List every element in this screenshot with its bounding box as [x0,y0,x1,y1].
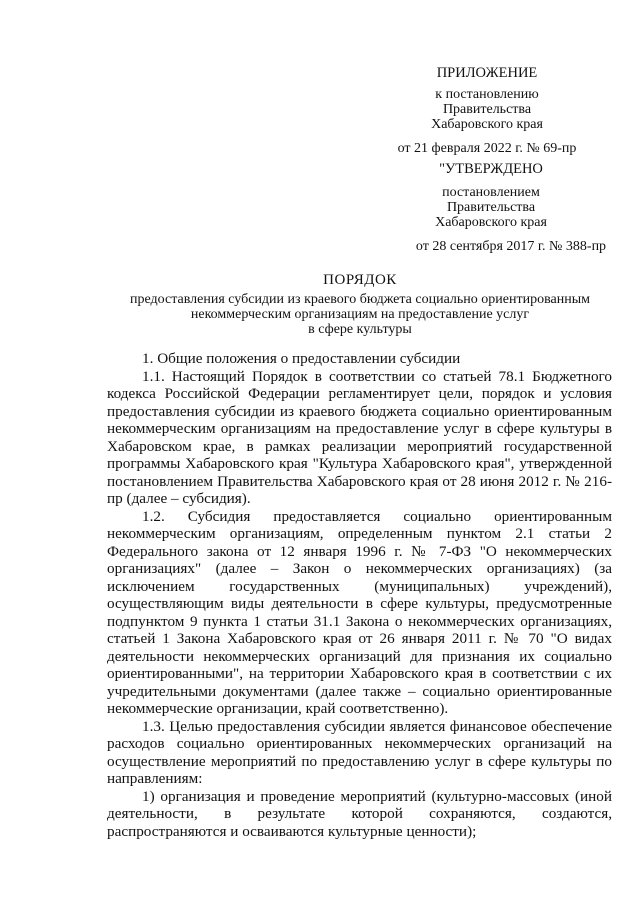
appendix-block [392,66,582,156]
approved-title: "УТВЕРЖДЕНО [439,161,543,177]
subtitle-line-2: некоммерческим организациям на предоставление услуг [190,307,530,322]
paragraph-1-3: 1.3. Целью предоставления субсидии является финансовое обеспечение расходов социально ориентированных некоммерческих организаций на осуществление мероприятий по предоставлению услуг в сфере культуры по направлениям: [107,717,612,787]
document-title: ПОРЯДОК [323,272,397,288]
appendix-line-3: Хабаровского края [431,117,543,132]
approved-line-2: Правительства [446,200,536,215]
appendix-line-1: к постановлению [435,87,539,102]
appendix-date: от 21 февраля 2022 г. № 69-пр [397,141,577,156]
approved-block [406,162,616,254]
approved-date: от 28 сентября 2017 г. № 388-пр [415,239,607,254]
subtitle-line-3: в сфере культуры [308,322,412,337]
paragraph-1-2: 1.2. Субсидия предоставляется социально ориентированным некоммерческим организациям, определенным пунктом 2.1 статьи 2 Федерального закона от 12 января 1996 г. № 7-ФЗ "О некоммерческих организациях" (далее – Закон о некоммерческих организациях) (за исключением государственных (муниципальных) учреждений), осуществляющим виды деятельности в сфере культуры, предусмотренные подпунктом 9 пункта 1 статьи 31.1 Закона о некоммерческих организациях, статьей 1 Закона Хабаровского края от 26 января 2011 г. № 70 "О видах деятельности некоммерческих организаций для признания их социально ориентированными", на территории Хабаровского края в соответствии с их учредительными документами (далее также – социально ориентированные некоммерческие организации, край соответственно). [107,507,612,717]
document-body [107,350,612,840]
subtitle-line-1: предоставления субсидии из краевого бюджета социально ориентированным [130,292,590,307]
section-heading: 1. Общие положения о предоставлении субсидии [142,350,461,367]
paragraph-1-1: 1.1. Настоящий Порядок в соответствии со статьей 78.1 Бюджетного кодекса Российской Федерации регламентирует цели, порядок и условия предоставления субсидии из краевого бюджета социально ориентированным некоммерческим организациям на предоставление услуг в сфере культуры в Хабаровском крае, в рамках реализации мероприятий государственной программы Хабаровского края "Культура Хабаровского края", утвержденной постановлением Правительства Хабаровского края от 28 июня 2012 г. № 216-пр (далее – субсидия). [107,367,612,507]
appendix-line-2: Правительства [442,102,532,117]
approved-line-1: постановлением [442,185,540,200]
paragraph-item-1: 1) организация и проведение мероприятий (культурно-массовых (иной деятельности, в результате которой сохраняются, создаются, распространяются и осваиваются культурные ценности); [107,787,612,840]
document-subtitle [100,292,620,337]
appendix-title: ПРИЛОЖЕНИЕ [436,65,538,81]
approved-line-3: Хабаровского края [435,215,547,230]
